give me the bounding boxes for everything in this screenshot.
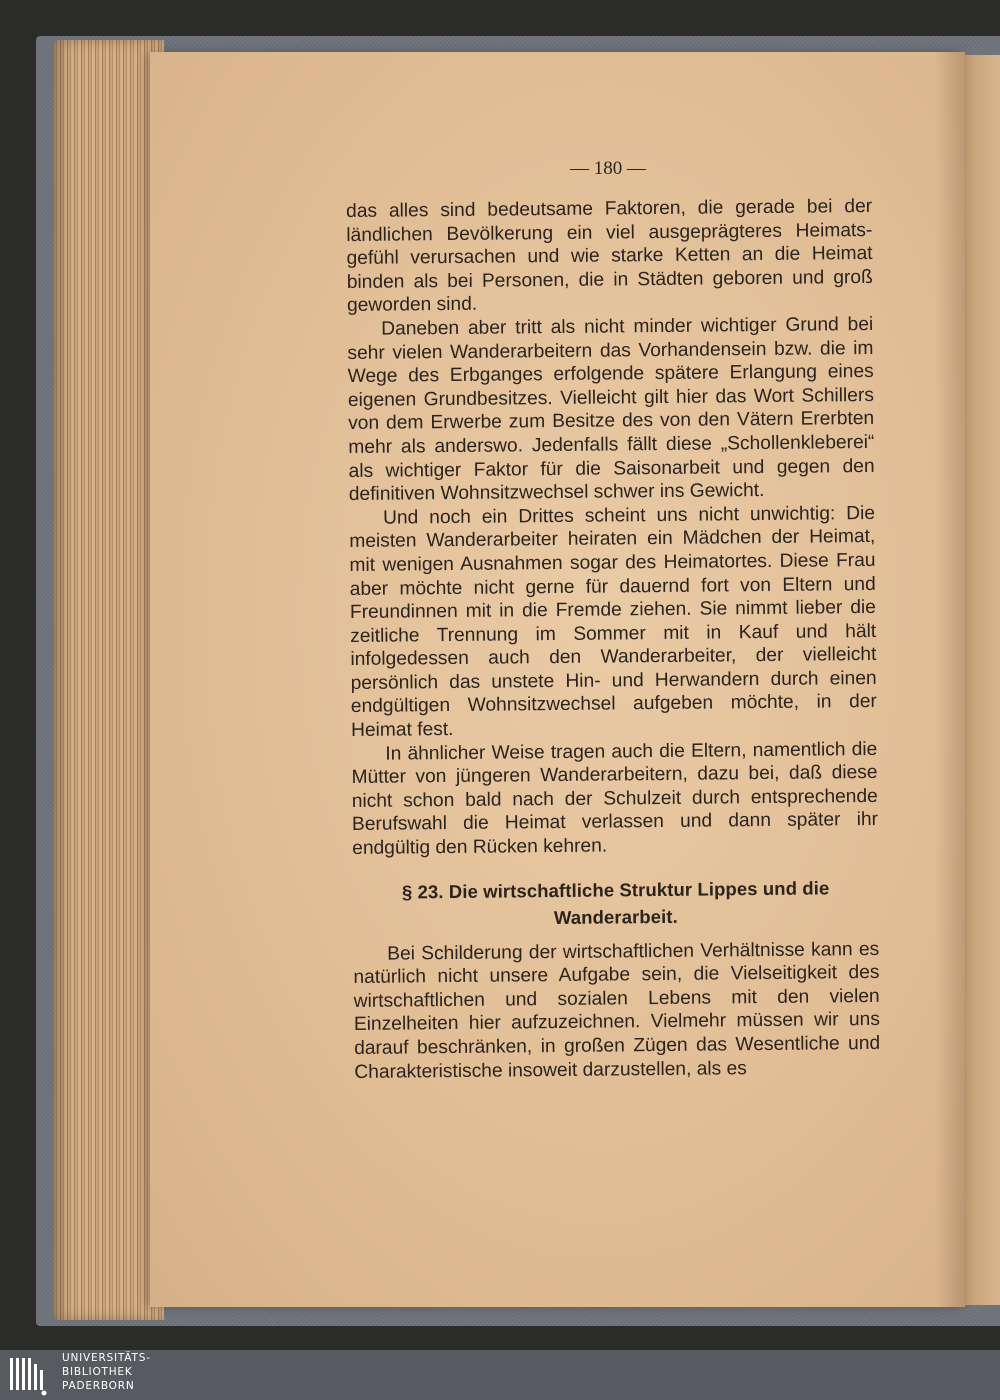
paragraph-2: Daneben aber tritt als nicht minder wichtiger Grund bei sehr vielen Wanderarbeitern das Vorhandensein bzw. die im Wege des Erbganges erfolgende spätere Erlangung eines eigenen Grundbesitzes. Vielleicht gilt hier das Wort Schillers von dem Erwerbe zum Besitze des von den Vätern Ererbten mehr als anderswo. Jedenfalls fällt diese „Schollenkleberei“ als wichtiger Faktor für die Saisonarbeit und gegen den definitiven Wohnsitzwechsel schwer ins Gewicht. bbox=[347, 313, 875, 506]
library-name-line-2: BIBLIOTHEK bbox=[62, 1366, 133, 1378]
section-heading bbox=[353, 874, 879, 933]
paragraph-3: Und noch ein Drittes scheint uns nicht unwichtig: Die meisten Wanderarbeiter heiraten ein Mädchen der Heimat, mit wenigen Ausnahmen sogar des Heimatortes. Diese Frau aber möchte nicht gerne für dauernd fort von Eltern und Freundinnen mit in die Fremde ziehen. Sie nimmt lieber die zeitliche Trennung im Sommer mit in Kauf und hält infolgedessen auch den Wanderarbeiter, der vielleicht persönlich das unstete Hin- und Herwandern durch einen endgültigen Wohnsitzwechsel aufgeben möchte, in der Heimat fest. bbox=[349, 502, 877, 742]
page-number: — 180 — bbox=[570, 158, 646, 179]
section-heading-line-1: § 23. Die wirtschaftliche Struktur Lippes und die bbox=[401, 877, 830, 903]
paragraph-1: das alles sind bedeutsame Faktoren, die gerade bei der ländlichen Bevölkerung ein viel ausgeprägteres Heimatsgefühl verursachen und wie starke Ketten an die Heimat binden als bei Personen, die in Städten geboren und groß geworden sind. bbox=[346, 195, 873, 317]
section-paragraph-1: Bei Schilderung der wirtschaftlichen Verhältnisse kann es natürlich nicht unsere Aufgabe sein, die Vielseitigkeit des wirtschaftlichen und sozialen Lebens mit den vielen Einzelheiten hier aufzuzeichnen. Vielmehr müssen wir uns darauf beschränken, in großen Zügen das Wesentliche und Charakteristische insoweit darzustellen, als es bbox=[353, 938, 881, 1083]
body-text bbox=[346, 195, 880, 1084]
section-heading-line-2: Wanderarbeit. bbox=[553, 905, 678, 928]
library-bars-logo-icon bbox=[8, 1354, 50, 1396]
gutter-shadow bbox=[935, 52, 965, 1307]
paragraph-4: In ähnlicher Weise tragen auch die Eltern, namentlich die Mütter von jüngeren Wanderarbeitern, dazu bei, daß diese nicht schon bald nach der Schulzeit durch entsprechende Berufswahl die Heimat verlassen und dann später ihr endgültig den Rücken kehren. bbox=[351, 738, 879, 860]
library-name-line-3: PADERBORN bbox=[62, 1380, 135, 1392]
library-name-line-1: UNIVERSITÄTS- bbox=[62, 1352, 151, 1364]
library-name bbox=[62, 1351, 151, 1393]
page-edges bbox=[54, 40, 164, 1320]
